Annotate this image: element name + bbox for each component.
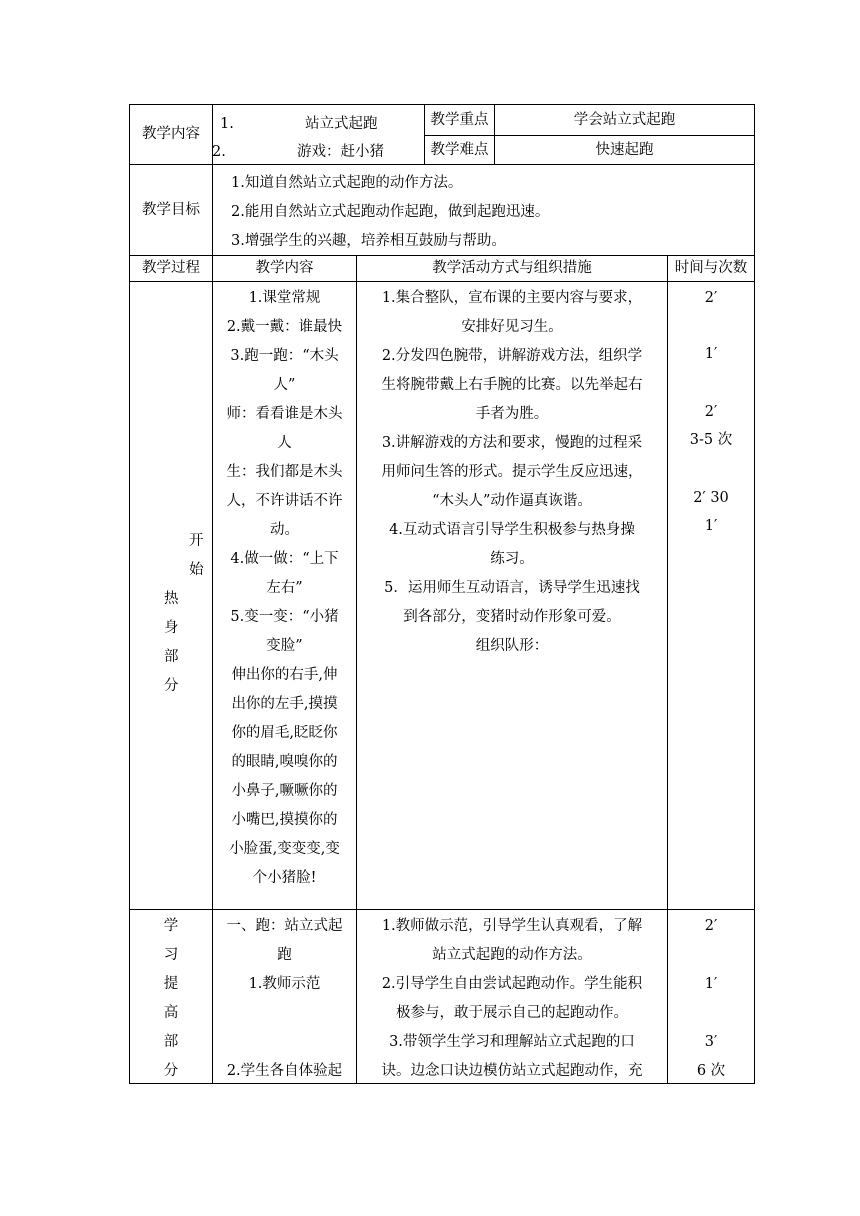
warmup-time-cell [667,281,755,910]
content-line: 左右” [266,580,303,596]
activity-line: 5．运用师生互动语言，诱导学生迅速找 [384,580,640,596]
activity-line: 极参与，敢于展示自己的起跑动作。 [396,1005,628,1021]
content-line: 动。 [270,522,299,538]
activity-line: 用师问生答的形式。提示学生反应迅速， [381,464,643,480]
practice-section-char: 分 [163,1063,179,1079]
key-point-value: 学会站立式起跑 [573,112,676,128]
content-line: 1.课堂常规 [248,290,321,306]
content-line: 出你的左手,摸摸 [231,696,338,712]
content-line: 3.跑一跑：“木头 [230,348,339,364]
content-line: 5.变一变：“小猪 [230,609,339,625]
time-value: 1′ [704,346,718,362]
content-line: 的眼睛,嗅嗅你的 [231,754,338,770]
practice-section-char: 学 [163,918,179,934]
warmup-content-lines [212,284,357,893]
activity-line: 组织队形： [475,638,549,654]
activity-line: 生将腕带戴上右手腕的比赛。以先举起右 [381,377,643,393]
content-line: 个小猪脸! [252,870,317,886]
content-line [212,999,357,1028]
time-value: 3′ [704,1034,718,1050]
time-value: 6 次 [696,1063,726,1079]
practice-content-lines [212,912,357,1086]
time-value: 2′ 30 [693,490,729,506]
activity-line: 3.带领学生学习和理解站立式起跑的口 [389,1034,635,1050]
content-line: 小脸蛋,变变变,变 [229,841,340,857]
activity-line: 1.教师做示范，引导学生认真观看，了解 [381,918,643,934]
activity-line: 2.引导学生自由尝试起跑动作。学生能积 [381,976,643,992]
difficulty-value: 快速起跑 [595,142,654,158]
content-line: 师：看看谁是木头 [226,406,343,422]
activity-line: 到各部分，变猪时动作形象可爱。 [403,609,621,625]
key-point-label: 教学重点 [430,112,489,128]
goal-item: 2.能用自然站立式起跑动作起跑，做到起跑迅速。 [231,204,550,220]
content-line: 人” [273,377,296,393]
content-line: 变脸” [266,638,303,654]
content-item-2-number: 2. [212,144,226,160]
time-value: 1′ [704,518,718,534]
content-line: 人 [277,435,292,451]
warmup-section-char: 始 [189,562,204,578]
content-line: 2.学生各自体验起 [226,1063,343,1079]
warmup-section-char: 部 [164,649,179,665]
practice-section-char: 习 [163,947,179,963]
content-line: 伸出你的右手,伸 [231,667,338,683]
practice-section-char: 高 [163,1005,179,1021]
goals-label: 教学目标 [142,202,200,218]
content-line: 小鼻子,噘噘你的 [231,783,338,799]
col-time-header: 时间与次数 [674,260,748,276]
goal-item: 1.知道自然站立式起跑的动作方法。 [231,175,463,191]
time-value: 2′ [704,404,718,420]
warmup-section-char: 分 [164,678,179,694]
content-line: 2.戴一戴：谁最快 [226,319,343,335]
warmup-section-char: 身 [164,620,179,636]
activity-line: 练习。 [490,551,534,567]
warmup-activity-lines [356,284,668,661]
activity-line: “木头人”动作逼真诙谐。 [432,493,592,509]
activity-line: 3.讲解游戏的方法和要求，慢跑的过程采 [381,435,643,451]
content-line: 人，不许讲话不许 [226,493,343,509]
content-line [212,1028,357,1057]
activity-line: 4.互动式语言引导学生积极参与热身操 [389,522,635,538]
col-process-header: 教学过程 [142,260,200,276]
content-line: 4.做一做：“上下 [230,551,339,567]
activity-line: 1.集合整队，宣布课的主要内容与要求， [381,290,643,306]
time-value: 3-5 次 [689,432,733,448]
content-label: 教学内容 [142,126,200,142]
practice-section-char: 部 [163,1034,179,1050]
content-line: 你的眉毛,眨眨你 [231,725,338,741]
content-item-2-text: 游戏：赶小猪 [297,144,384,160]
time-value: 2′ [704,290,718,306]
content-item-1-text: 站立式起跑 [305,116,378,132]
warmup-section-char: 开 [189,533,204,549]
practice-section-char: 提 [163,976,179,992]
warmup-section-char: 热 [164,591,179,607]
content-item-1-number: 1. [220,116,234,132]
activity-line: 站立式起跑的动作方法。 [432,947,592,963]
time-value: 2′ [704,918,718,934]
activity-line: 手者为胜。 [475,406,549,422]
content-line: 跑 [277,947,292,963]
practice-activity-lines [356,912,668,1086]
content-line: 一、跑：站立式起 [226,918,343,934]
difficulty-label: 教学难点 [430,142,489,158]
content-line: 1.教师示范 [248,976,321,992]
activity-line: 2.分发四色腕带，讲解游戏方法，组织学 [381,348,643,364]
activity-line: 安排好见习生。 [461,319,563,335]
col-content-header: 教学内容 [255,260,314,276]
goal-item: 3.增强学生的兴趣，培养相互鼓励与帮助。 [231,233,506,249]
time-value: 1′ [704,976,718,992]
content-line: 生：我们都是木头 [226,464,343,480]
col-activity-header: 教学活动方式与组织措施 [432,260,592,276]
activity-line: 诀。边念口诀边模仿站立式起跑动作，充 [381,1063,643,1079]
content-line: 小嘴巴,摸摸你的 [231,812,338,828]
